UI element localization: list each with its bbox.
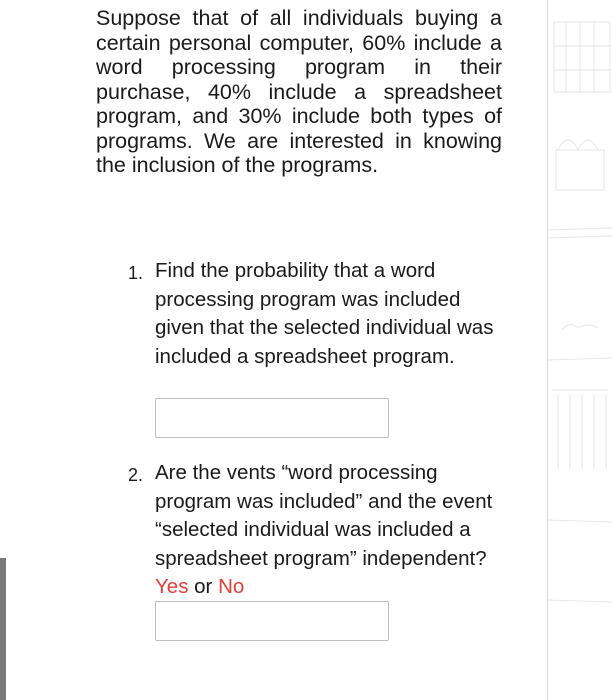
left-scroll-indicator (0, 558, 6, 700)
question-1-number: 1. (128, 263, 144, 283)
question-1-text: Find the probability that a word processing program was included given that the selected individual was included a spreadsheet program. (155, 259, 494, 368)
question-2-text (155, 459, 495, 602)
option-no: No (218, 575, 245, 598)
question-2-number: 2. (128, 465, 144, 485)
answer-input-2[interactable] (155, 601, 389, 641)
question-2-body: Are the vents “word processing program was included” and the event “selected individual was included a spreadsheet program” independent? (155, 461, 493, 570)
option-yes: Yes (155, 575, 189, 598)
background-building-sketch (548, 0, 612, 700)
answer-input-1[interactable] (155, 398, 389, 438)
option-connector: or (194, 575, 213, 598)
problem-statement: Suppose that of all individuals buying a certain personal computer, 60% include a word processing program in their purchase, 40% include a spreadsheet program, and 30% include both types of programs. We are interested in knowing the inclusion of the programs. (96, 6, 502, 177)
